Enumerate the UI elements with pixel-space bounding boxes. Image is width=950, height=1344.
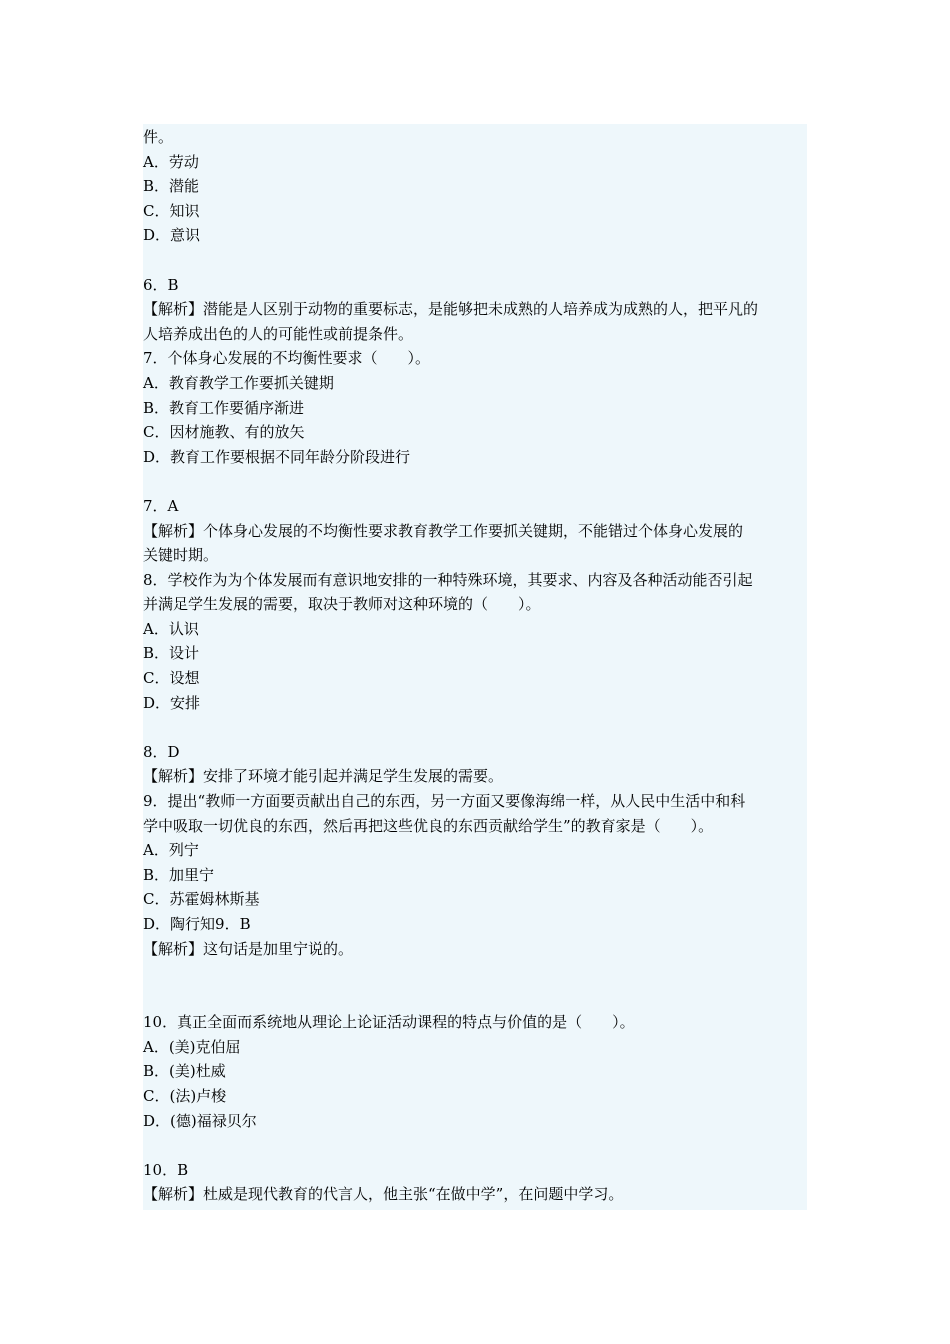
q9-stem-line-1: 9．提出“教师一方面要贡献出自己的东西，另一方面又要像海绵一样，从人民中生活中和科 xyxy=(143,792,746,811)
q10-option-a: A．(美)克伯屈 xyxy=(143,1037,241,1056)
q10-answer: 10．B xyxy=(143,1160,189,1179)
q9-stem-line-2: 学中吸取一切优良的东西，然后再把这些优良的东西贡献给学生”的教育家是（ ）。 xyxy=(143,816,714,835)
spacer xyxy=(143,469,807,494)
q9-option-a: A．列宁 xyxy=(143,841,199,860)
spacer xyxy=(143,248,807,273)
q6-option-a: A．劳动 xyxy=(143,152,199,171)
q8-option-a: A．认识 xyxy=(143,619,199,638)
q9-option-c: C．苏霍姆林斯基 xyxy=(143,890,260,909)
q8-stem-line-2: 并满足学生发展的需要，取决于教师对这种环境的（ ）。 xyxy=(143,595,541,614)
q9-option-b: B．加里宁 xyxy=(143,865,215,884)
q6-option-b: B．潜能 xyxy=(143,177,200,196)
q10-analysis: 【解析】杜威是现代教育的代言人，他主张“在做中学”，在问题中学习。 xyxy=(143,1185,624,1204)
q6-answer: 6．B xyxy=(143,275,179,294)
q10-option-d: D．(德)福禄贝尔 xyxy=(143,1111,257,1130)
spacer xyxy=(143,1133,807,1158)
q10-option-c: C．(法)卢梭 xyxy=(143,1086,227,1105)
q6-option-d: D．意识 xyxy=(143,226,201,245)
q7-option-d: D．教育工作要根据不同年龄分阶段进行 xyxy=(143,447,411,466)
q10-stem: 10．真正全面而系统地从理论上论证活动课程的特点与价值的是（ ）。 xyxy=(143,1013,635,1032)
q6-analysis-line-1: 【解析】潜能是人区别于动物的重要标志，是能够把未成熟的人培养成为成熟的人，把平凡的 xyxy=(143,300,759,319)
q8-analysis: 【解析】安排了环境才能引起并满足学生发展的需要。 xyxy=(143,767,504,786)
q7-analysis-line-1: 【解析】个体身心发展的不均衡性要求教育教学工作要抓关键期，不能错过个体身心发展的 xyxy=(143,521,744,540)
q6-analysis-line-2: 人培养成出色的人的可能性或前提条件。 xyxy=(143,324,414,343)
q7-option-b: B．教育工作要循序渐进 xyxy=(143,398,305,417)
q8-option-b: B．设计 xyxy=(143,644,200,663)
q6-stem-tail: 件。 xyxy=(143,128,174,146)
spacer xyxy=(143,961,807,1010)
exam-content xyxy=(143,125,807,1207)
q8-answer: 8．D xyxy=(143,742,180,761)
spacer xyxy=(143,715,807,740)
q7-answer: 7．A xyxy=(143,496,179,515)
q8-option-d: D．安排 xyxy=(143,693,201,712)
q7-analysis-line-2: 关键时期。 xyxy=(143,546,219,565)
q6-option-c: C．知识 xyxy=(143,201,200,220)
q10-option-b: B．(美)杜威 xyxy=(143,1062,226,1081)
q9-analysis: 【解析】这句话是加里宁说的。 xyxy=(143,939,354,958)
q7-stem: 7．个体身心发展的不均衡性要求（ ）。 xyxy=(143,349,431,368)
q7-option-a: A．教育教学工作要抓关键期 xyxy=(143,373,334,392)
q8-option-c: C．设想 xyxy=(143,669,200,688)
q8-stem-line-1: 8．学校作为为个体发展而有意识地安排的一种特殊环境，其要求、内容及各种活动能否引起 xyxy=(143,570,753,589)
q7-option-c: C．因材施教、有的放矢 xyxy=(143,423,305,442)
q9-option-d: D．陶行知9．B xyxy=(143,915,251,933)
